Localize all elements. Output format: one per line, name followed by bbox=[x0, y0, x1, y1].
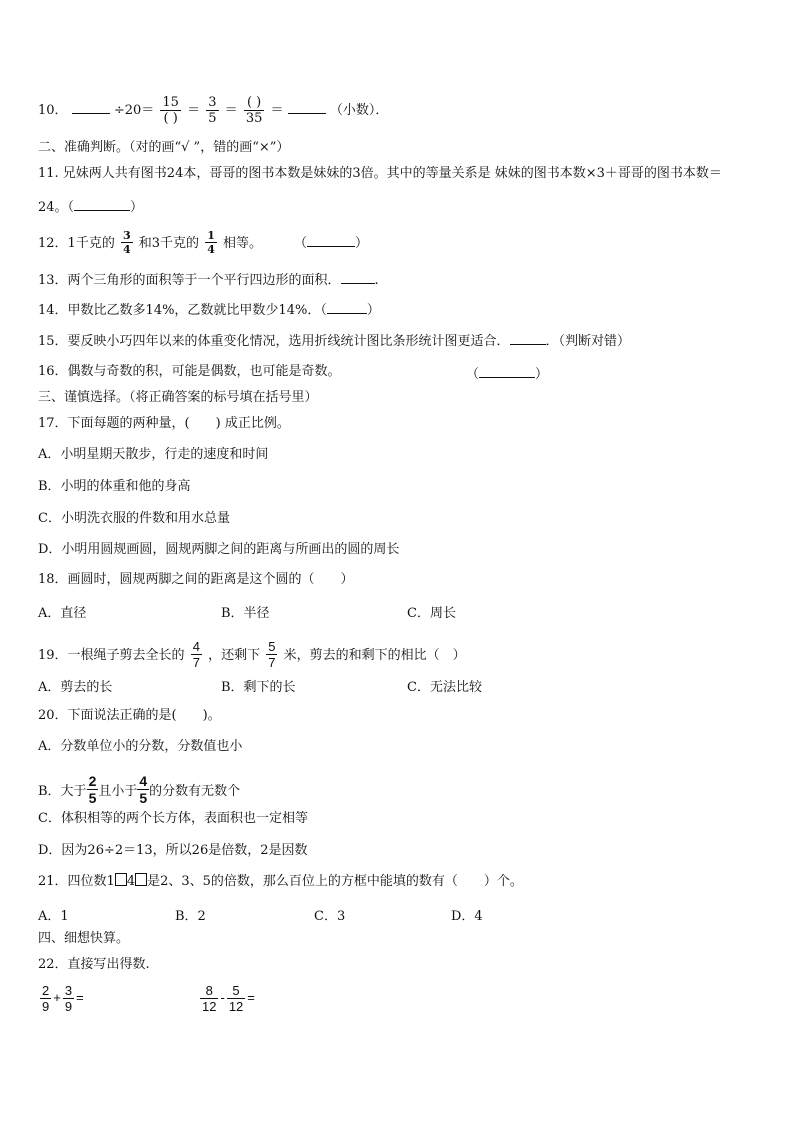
question-18-stem: 18．画圆时，圆规两脚之间的距离是这个圆的（ ） bbox=[38, 572, 354, 587]
q10-number: 10． bbox=[38, 103, 68, 118]
question-21-stem: 21．四位数1 4 是2、3、5的倍数，那么百位上的方框中能填的数有（ ）个。 bbox=[38, 874, 523, 889]
q12-fraction-1: $\frac{3}{4}$ bbox=[122, 229, 131, 256]
question-15: 15．要反映小巧四年以来的体重变化情况，选用折线统计图比条形统计图更适合． ．（判断对错） bbox=[38, 334, 631, 349]
q19-fraction-1: $\frac{4}{7}$ bbox=[192, 639, 200, 670]
section-4-heading: 四、细想快算。 bbox=[38, 931, 130, 946]
question-22-stem: 22．直接写出得数. bbox=[38, 957, 150, 972]
q19-option-a: A．剪去的长 bbox=[38, 680, 113, 695]
q10-fraction-1: $\frac{15}{( )}$ bbox=[162, 95, 179, 126]
q18-option-a: A．直径 bbox=[38, 606, 87, 621]
section-2-heading: 二、准确判断。（对的画“√ ”，错的画“×”） bbox=[38, 140, 290, 155]
q20-option-c: C．体积相等的两个长方体，表面积也一定相等 bbox=[38, 811, 308, 826]
q19-option-c: C．无法比较 bbox=[407, 680, 482, 695]
q14-answer-blank bbox=[327, 301, 367, 314]
q22-e1-fraction-1: $\frac{2}{9}$ bbox=[42, 983, 50, 1014]
q20-fraction-1: $\frac{2}{5}$ bbox=[88, 773, 97, 806]
q21-option-b: B．2 bbox=[175, 909, 206, 924]
q17-option-d: D．小明用圆规画圆，圆规两脚之间的距离与所画出的圆的周长 bbox=[38, 542, 400, 557]
q17-option-b: B．小明的体重和他的身高 bbox=[38, 479, 191, 494]
question-11-line-2: 24。（ ） bbox=[38, 200, 144, 215]
q20-option-b: B．大于 $\frac{2}{5}$ 且小于 $\frac{4}{5}$ 的分数有无数个 bbox=[38, 773, 241, 806]
question-11-line-1: 11. 兄妹两人共有图书24本，哥哥的图书本数是妹妹的3倍。其中的等量关系是 妹妹的图书本数×3＋哥哥的图书本数＝ bbox=[38, 166, 722, 181]
q10-op: ÷20＝ bbox=[113, 103, 155, 118]
q21-option-d: D．4 bbox=[451, 909, 483, 924]
q10-tail: （小数）． bbox=[329, 103, 389, 118]
q22-expression-1: $\frac{2}{9}$ + $\frac{3}{9}$ = bbox=[42, 983, 84, 1014]
question-12: 12．1千克的 $\frac{3}{4}$ 和3千克的 $\frac{1}{4}$ 相等。 bbox=[38, 229, 262, 256]
q19-fraction-2: $\frac{5}{7}$ bbox=[268, 639, 276, 670]
question-14: 14．甲数比乙数多14%，乙数就比甲数少14%．（ ） bbox=[38, 303, 380, 318]
question-20-stem: 20．下面说法正确的是( )。 bbox=[38, 708, 221, 723]
q13-answer-blank bbox=[341, 271, 375, 284]
q21-option-a: A．1 bbox=[38, 909, 69, 924]
q12-fraction-2: $\frac{1}{4}$ bbox=[207, 229, 215, 256]
q21-option-c: C．3 bbox=[314, 909, 346, 924]
q19-option-b: B．剩下的长 bbox=[221, 680, 296, 695]
q12-answer-blank bbox=[307, 234, 355, 247]
q10-fraction-2: $\frac{3}{5}$ bbox=[208, 95, 217, 126]
q22-e2-fraction-2: $\frac{5}{12}$ bbox=[228, 983, 244, 1014]
q15-answer-blank bbox=[510, 332, 546, 345]
q22-expression-2: $\frac{8}{12}$ - $\frac{5}{12}$ = bbox=[202, 983, 255, 1014]
q10-blank-2 bbox=[288, 101, 326, 114]
q20-option-a: A．分数单位小的分数，分数值也小 bbox=[38, 739, 243, 754]
q17-option-a: A．小明星期天散步，行走的速度和时间 bbox=[38, 447, 269, 462]
q18-option-b: B．半径 bbox=[221, 606, 270, 621]
q10-blank-1 bbox=[72, 101, 110, 114]
section-3-heading: 三、谨慎选择。（将正确答案的标号填在括号里） bbox=[38, 390, 318, 405]
q20-option-d: D．因为26÷2＝13，所以26是倍数，2是因数 bbox=[38, 843, 308, 858]
q18-option-c: C．周长 bbox=[407, 606, 456, 621]
q21-box-ones bbox=[135, 873, 147, 886]
q17-option-c: C．小明洗衣服的件数和用水总量 bbox=[38, 511, 230, 526]
q16-answer-blank bbox=[479, 365, 535, 378]
q16-answer: （ ） bbox=[466, 367, 549, 382]
q12-answer: （ ） bbox=[294, 236, 369, 251]
q22-e2-fraction-1: $\frac{8}{12}$ bbox=[202, 983, 217, 1014]
question-13: 13．两个三角形的面积等于一个平行四边形的面积． . bbox=[38, 273, 379, 288]
question-16: 16．偶数与奇数的积，可能是偶数，也可能是奇数。 bbox=[38, 364, 341, 379]
question-17-stem: 17．下面每题的两种量，( ) 成正比例。 bbox=[38, 416, 290, 431]
question-19-stem: 19．一根绳子剪去全长的 $\frac{4}{7}$ ，还剩下 $\frac{5}{7}$ 米，剪去的和剩下的相比（ ） bbox=[38, 639, 466, 670]
q22-e1-fraction-2: $\frac{3}{9}$ bbox=[64, 983, 73, 1014]
q21-box-hundreds bbox=[115, 873, 127, 886]
q11-answer-blank bbox=[74, 198, 130, 211]
q20-fraction-2: $\frac{4}{5}$ bbox=[139, 773, 148, 806]
q10-fraction-3: $\frac{( )}{35}$ bbox=[245, 95, 263, 126]
question-10: 10． ÷20＝ $\frac{15}{( )}$ ＝ $\frac{3}{5}$ ＝ $\frac{( )}{35}$ ＝ （小数）． bbox=[38, 95, 389, 126]
